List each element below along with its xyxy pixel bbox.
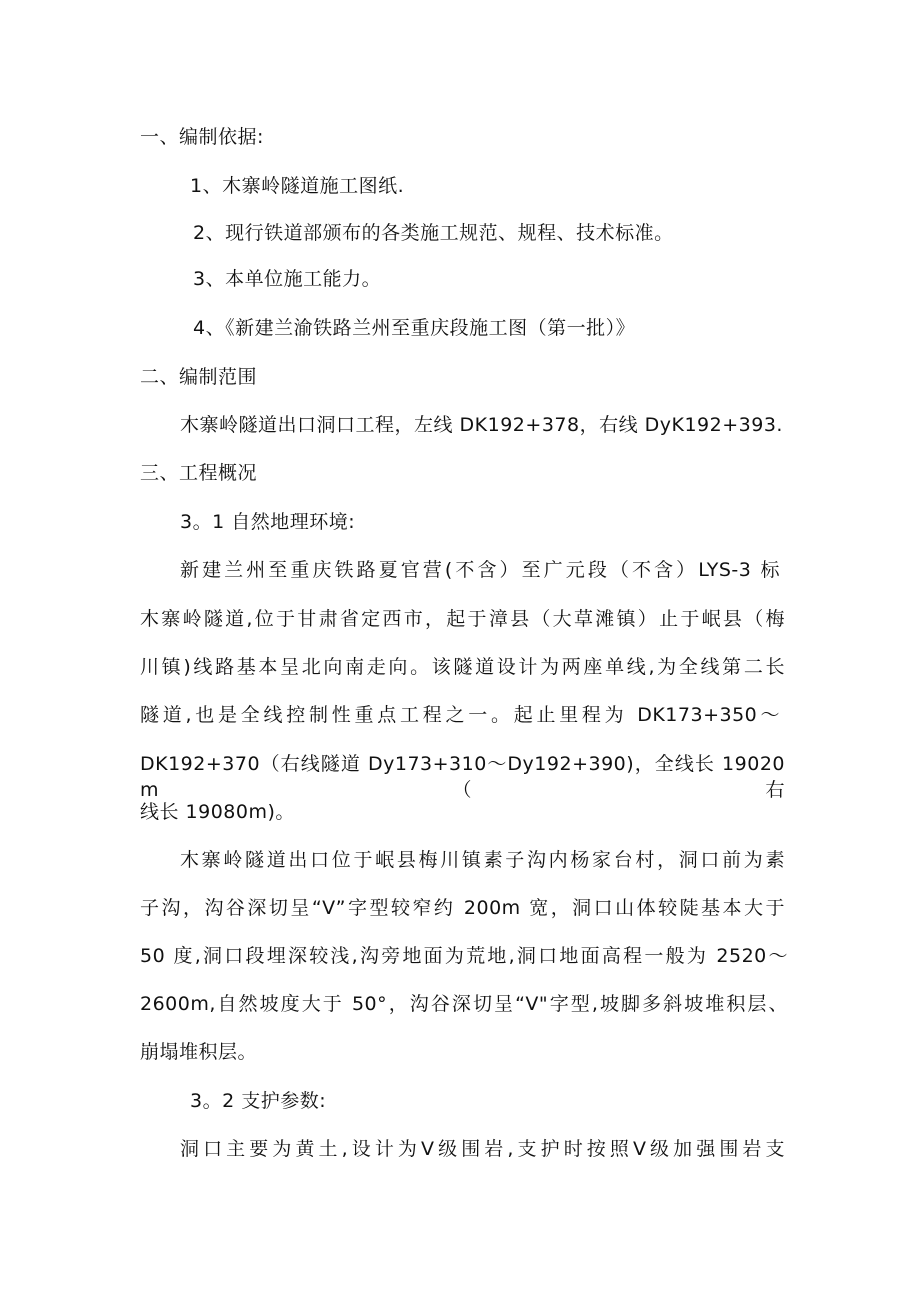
basis-item-1: 1、木寨岭隧道施工图纸. <box>190 175 405 197</box>
environment-paragraph-2-line: 木寨岭隧道出口位于岷县梅川镇素子沟内杨家台村，洞口前为素 <box>180 849 785 871</box>
environment-paragraph-1-line: 木寨岭隧道,位于甘肃省定西市，起于漳县（大草滩镇）止于岷县（梅 <box>140 608 785 630</box>
basis-item-2: 2、现行铁道部颁布的各类施工规范、规程、技术标准。 <box>193 222 674 244</box>
section-heading-scope: 二、编制范围 <box>140 366 258 388</box>
section-heading-basis: 一、编制依据: <box>140 126 264 148</box>
environment-paragraph-1-line: 线长 19080m)。 <box>140 801 295 823</box>
subheading-natural-environment: 3。1 自然地理环境: <box>180 511 356 533</box>
environment-paragraph-2-line: 崩塌堆积层。 <box>140 1041 258 1063</box>
environment-paragraph-1-line: 隧道,也是全线控制性重点工程之一。起止里程为 DK173+350～ <box>140 704 780 726</box>
basis-item-3: 3、本单位施工能力。 <box>193 268 382 290</box>
environment-paragraph-2-line: 2600m,自然坡度大于 50°，沟谷深切呈“V"字型,坡脚多斜坡堆积层、 <box>140 993 788 1015</box>
support-paragraph-line: 洞口主要为黄土,设计为Ⅴ级围岩,支护时按照Ⅴ级加强围岩支 <box>180 1138 785 1160</box>
basis-item-4: 4、《新建兰渝铁路兰州至重庆段施工图（第一批）》 <box>193 317 636 339</box>
environment-paragraph-2-line: 子沟，沟谷深切呈“V”字型较窄约 200m 宽，洞口山体较陡基本大于 <box>140 897 785 919</box>
subheading-support-parameters: 3。2 支护参数: <box>190 1090 327 1112</box>
environment-paragraph-1-line: 新建兰州至重庆铁路夏官营(不含）至广元段（不含）LYS-3 标 <box>180 559 780 581</box>
environment-paragraph-1-line: 川镇)线路基本呈北向南走向。该隧道设计为两座单线,为全线第二长 <box>140 656 785 678</box>
section-heading-overview: 三、工程概况 <box>140 462 258 484</box>
environment-paragraph-2-line: 50 度,洞口段埋深较浅,沟旁地面为荒地,洞口地面高程一般为 2520～ <box>140 945 788 967</box>
scope-body: 木寨岭隧道出口洞口工程，左线 DK192+378，右线 DyK192+393. <box>180 414 783 436</box>
environment-paragraph-1-line: DK192+370（右线隧道 Dy173+310～Dy192+390)，全线长 19020 m（右 <box>140 753 785 801</box>
